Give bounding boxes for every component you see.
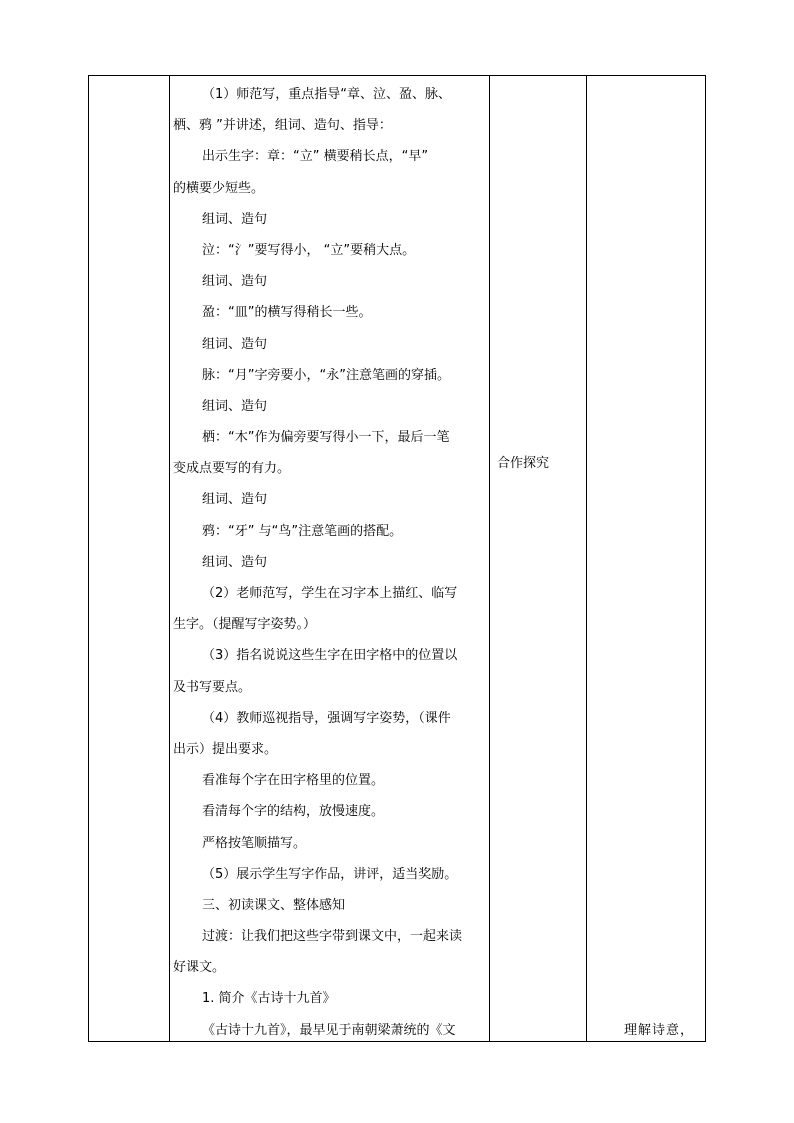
text-line: 脉：“月”字旁要小，“永”注意笔画的穿插。	[202, 367, 450, 383]
teaching-process-cell	[173, 79, 483, 1046]
text-line: 组词、造句	[202, 492, 268, 508]
text-line: 出示）提出要求。	[173, 741, 278, 757]
text-line: 变成点要写的有力。	[173, 461, 291, 477]
text-line: （5）展示学生写字作品，讲评，适当奖励。	[202, 866, 458, 882]
text-line: 泣：“氵”要写得小， “立”要稍大点。	[202, 242, 416, 258]
column-divider	[489, 76, 490, 1041]
text-line: 《古诗十九首》，最早见于南朝梁萧统的《文	[202, 1022, 456, 1038]
text-line: 组词、造句	[202, 336, 268, 352]
text-line: （4）教师巡视指导，强调写字姿势，（课件	[202, 710, 451, 726]
text-line: 好课文。	[173, 960, 226, 976]
lesson-plan-table	[88, 75, 706, 1042]
text-line: （1）师范写，重点指导“章、泣、盈、脉、	[202, 87, 452, 102]
text-line: 盈：“皿”的横写得稍长一些。	[202, 305, 372, 321]
text-line: 过渡：让我们把这些字带到课文中，一起来读	[202, 929, 463, 945]
text-line: 看准每个字在田字格里的位置。	[202, 773, 385, 789]
text-line: （2）老师范写，学生在习字本上描红、临写	[202, 586, 458, 601]
text-line: 看清每个字的结构，放慢速度。	[202, 804, 385, 820]
objective-cell: 理解诗意，	[624, 1023, 695, 1038]
text-line: 生字。（提醒写字姿势。）	[173, 617, 317, 633]
text-line: 的横要少短些。	[173, 180, 265, 196]
text-line: 鸦：“牙” 与“鸟”注意笔画的搭配。	[202, 523, 403, 539]
text-line: （3）指名说说这些生字在田字格中的位置以	[202, 648, 458, 664]
text-line: 严格按笔顺描写。	[202, 835, 307, 851]
text-line: 出示生字：章：“立” 横要稍长点，“早”	[202, 149, 429, 165]
text-line: 1. 简介《古诗十九首》	[202, 991, 336, 1007]
text-line: 栖、鸦 ”并讲述，组词、造句、指导：	[173, 118, 392, 134]
text-line: 组词、造句	[202, 274, 268, 290]
text-line: 栖：“木”作为偏旁要写得小一下，最后一笔	[202, 430, 450, 446]
column-divider	[586, 76, 587, 1041]
text-line: 组词、造句	[202, 554, 268, 570]
text-line: 组词、造句	[202, 211, 268, 227]
text-line: 及书写要点。	[173, 679, 252, 695]
text-line: 三、初读课文、整体感知	[202, 897, 346, 913]
column-divider	[169, 76, 170, 1041]
activity-cell: 合作探究	[497, 456, 550, 471]
text-line: 组词、造句	[202, 398, 268, 414]
